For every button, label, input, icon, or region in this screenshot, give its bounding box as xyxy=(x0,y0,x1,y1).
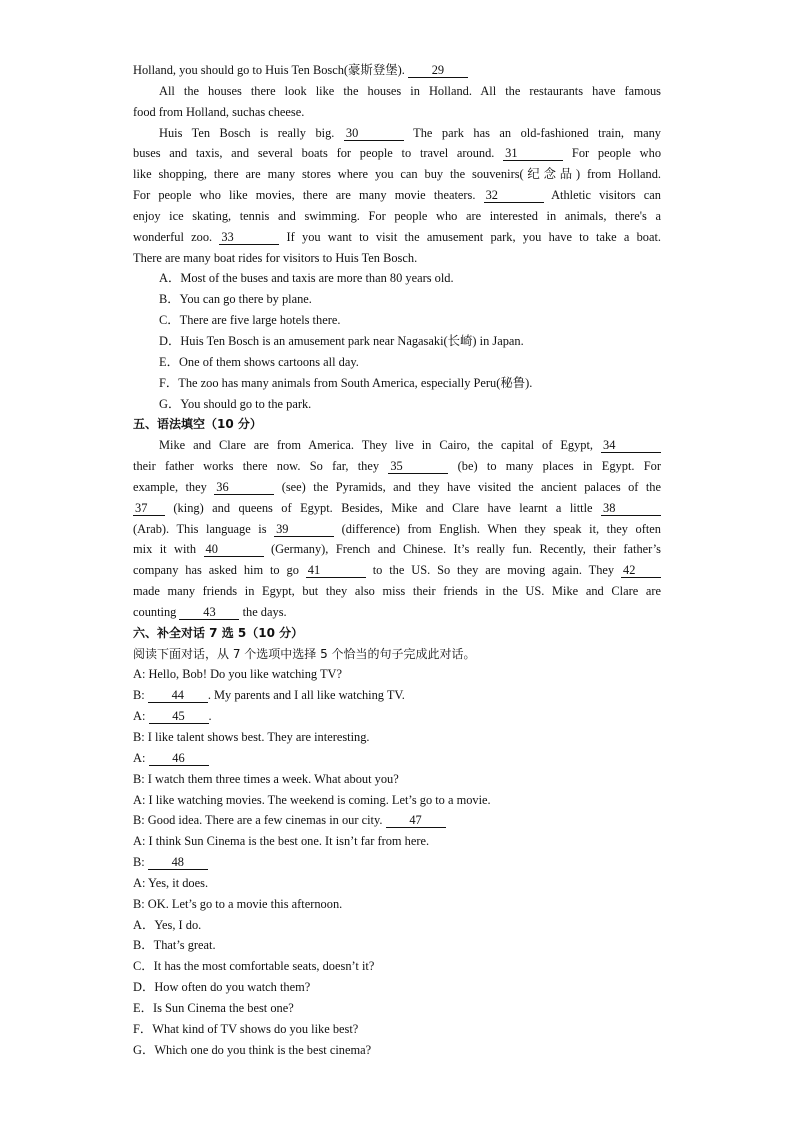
dialogue-line: B: I watch them three times a week. What about you? xyxy=(133,771,399,786)
grammar-line: mix it with 40 (Germany), French and Chinese. It’s really fun. Recently, their father’s xyxy=(133,542,661,557)
answer-blank-48[interactable]: 48 xyxy=(148,856,208,870)
passage-line: like shopping, there are many stores where you can buy the souvenirs(纪念品) from Holland. xyxy=(133,167,661,182)
dialogue-line: A: Hello, Bob! Do you like watching TV? xyxy=(133,667,343,682)
passage-line: Holland, you should go to Huis Ten Bosch(豪斯登堡). 29 xyxy=(133,60,661,81)
answer-blank-41[interactable]: 41 xyxy=(306,564,366,578)
dialogue-line: A: I think Sun Cinema is the best one. It isn’t far from here. xyxy=(133,834,430,849)
dialogue-option-f: F．What kind of TV shows do you like best? xyxy=(133,1021,359,1036)
answer-blank-31[interactable]: 31 xyxy=(503,147,563,161)
dialogue-line: A: 46 xyxy=(133,748,661,769)
answer-blank-45[interactable]: 45 xyxy=(149,710,209,724)
grammar-line: 37 (king) and queens of Egypt. Besides, Mike and Clare have learnt a little 38 xyxy=(133,498,661,519)
dialogue-option-a: A．Yes, I do. xyxy=(133,917,202,932)
dialogue-option-c: C．It has the most comfortable seats, doesn’t it? xyxy=(133,959,375,974)
answer-blank-46[interactable]: 46 xyxy=(149,752,209,766)
answer-blank-44[interactable]: 44 xyxy=(148,689,208,703)
passage-line: wonderful zoo. 33 If you want to visit the amusement park, you have to take a boat. xyxy=(133,229,661,244)
section-5-heading: 五、语法填空（10 分） xyxy=(133,417,262,432)
answer-blank-42[interactable]: 42 xyxy=(621,564,661,578)
passage-option-f: F．The zoo has many animals from South America, especially Peru(秘鲁). xyxy=(159,375,533,390)
worksheet-page xyxy=(133,60,661,1061)
grammar-line: their father works there now. So far, they 35 (be) to many places in Egypt. For xyxy=(133,459,661,474)
dialogue-line: B: 44 . My parents and I all like watching TV. xyxy=(133,688,405,703)
answer-blank-29[interactable]: 29 xyxy=(408,64,468,78)
passage-option-e: E．One of them shows cartoons all day. xyxy=(159,354,359,369)
passage-option-d: D．Huis Ten Bosch is an amusement park near Nagasaki(长崎) in Japan. xyxy=(159,333,524,348)
answer-blank-38[interactable]: 38 xyxy=(601,502,661,516)
dialogue-option-d: D．How often do you watch them? xyxy=(133,980,311,995)
section-6-instruction: 阅读下面对话，从 7 个选项中选择 5 个恰当的句子完成此对话。 xyxy=(133,646,476,661)
passage-line: There are many boat rides for visitors to Huis Ten Bosch. xyxy=(133,250,418,265)
grammar-line: made many friends in Egypt, but they also miss their friends in the US. Mike and Clare are xyxy=(133,584,661,599)
answer-blank-35[interactable]: 35 xyxy=(388,460,448,474)
grammar-line: counting 43 the days. xyxy=(133,604,287,619)
passage-option-c: C．There are five large hotels there. xyxy=(159,313,341,328)
passage-line: For people who like movies, there are many movie theaters. 32 Athletic visitors can xyxy=(133,188,661,203)
section-6-heading: 六、补全对话 7 选 5（10 分） xyxy=(133,625,304,640)
answer-blank-32[interactable]: 32 xyxy=(484,189,544,203)
answer-blank-47[interactable]: 47 xyxy=(386,814,446,828)
passage-line: Huis Ten Bosch is really big. 30 The park has an old-fashioned train, many xyxy=(159,125,661,140)
answer-blank-36[interactable]: 36 xyxy=(214,481,274,495)
grammar-line: example, they 36 (see) the Pyramids, and they have visited the ancient palaces of the xyxy=(133,479,661,494)
grammar-line: (Arab). This language is 39 (difference) from English. When they speak it, they often xyxy=(133,521,661,536)
answer-blank-30[interactable]: 30 xyxy=(344,127,404,141)
dialogue-line: B: OK. Let’s go to a movie this afternoon. xyxy=(133,896,343,911)
answer-blank-40[interactable]: 40 xyxy=(204,543,264,557)
passage-option-g: G．You should go to the park. xyxy=(159,396,312,411)
passage-line: All the houses there look like the houses in Holland. All the restaurants have famous xyxy=(159,83,661,98)
passage-option-a: A．Most of the buses and taxis are more than 80 years old. xyxy=(159,271,454,286)
passage-option-b: B．You can go there by plane. xyxy=(159,292,312,307)
dialogue-line: B: 48 xyxy=(133,852,661,873)
dialogue-option-b: B．That’s great. xyxy=(133,938,216,953)
passage-line: enjoy ice skating, tennis and swimming. For people who are interested in animals, there's a xyxy=(133,208,661,223)
dialogue-line: A: I like watching movies. The weekend is coming. Let’s go to a movie. xyxy=(133,792,491,807)
answer-blank-33[interactable]: 33 xyxy=(219,231,279,245)
answer-blank-34[interactable]: 34 xyxy=(601,439,661,453)
passage-line: buses and taxis, and several boats for people to travel around. 31 For people who xyxy=(133,146,661,161)
grammar-line: Mike and Clare are from America. They live in Cairo, the capital of Egypt, 34 xyxy=(133,435,661,456)
answer-blank-39[interactable]: 39 xyxy=(274,523,334,537)
grammar-line: company has asked him to go 41 to the US. So they are moving again. They 42 xyxy=(133,560,661,581)
dialogue-line: B: I like talent shows best. They are interesting. xyxy=(133,730,370,744)
dialogue-line: A: 45 . xyxy=(133,709,212,724)
passage-line: food from Holland, suchas cheese. xyxy=(133,104,305,119)
answer-blank-43[interactable]: 43 xyxy=(179,606,239,620)
answer-blank-37[interactable]: 37 xyxy=(133,502,165,516)
dialogue-line: A: Yes, it does. xyxy=(133,875,209,890)
dialogue-option-g: G．Which one do you think is the best cinema? xyxy=(133,1042,372,1057)
dialogue-line: B: Good idea. There are a few cinemas in our city. 47 xyxy=(133,810,661,831)
dialogue-option-e: E．Is Sun Cinema the best one? xyxy=(133,1000,294,1015)
